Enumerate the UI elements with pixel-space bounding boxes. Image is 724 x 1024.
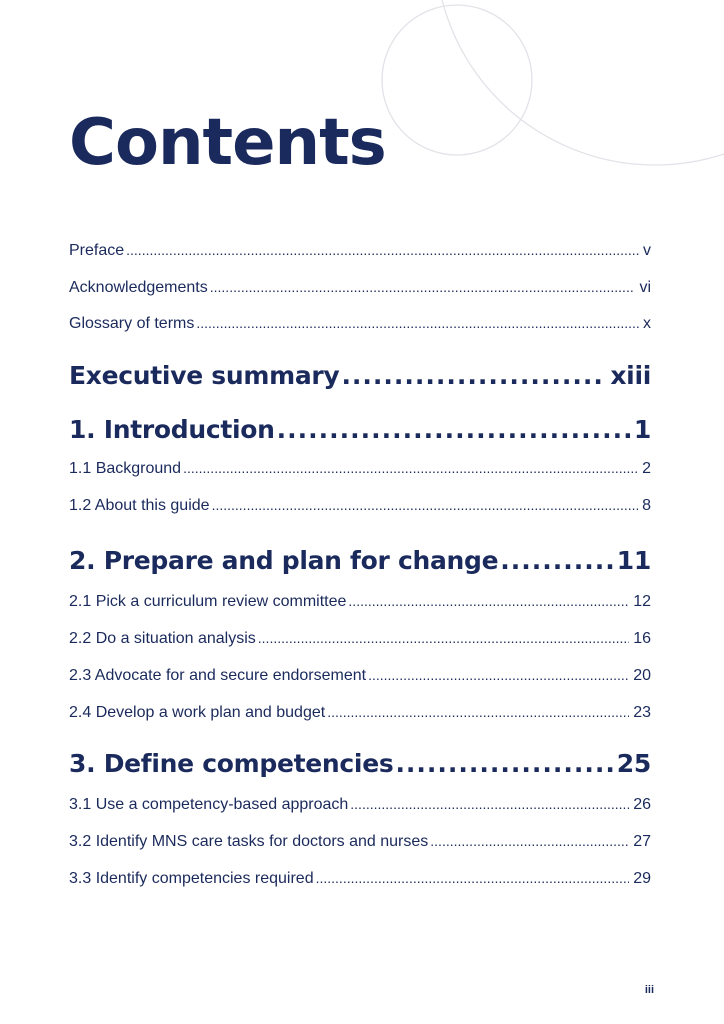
toc-entry-page: v: [643, 242, 651, 259]
toc-heading-page: xiii: [610, 361, 651, 391]
dot-leader: [210, 269, 636, 306]
toc-entry-3-1[interactable]: [69, 786, 651, 823]
toc-entry-page: 27: [633, 832, 651, 850]
large-decorative-circle: [435, 0, 724, 165]
toc-entry-2-4[interactable]: [69, 694, 651, 731]
toc-entry-page: 2: [642, 460, 651, 478]
toc-entry-preface[interactable]: [69, 232, 651, 269]
dot-leader: [196, 305, 639, 342]
toc-entry-page: x: [643, 315, 651, 333]
toc-entry-label: Preface: [69, 242, 125, 259]
toc-entry-page: 8: [642, 496, 651, 514]
toc-heading-page: 1: [633, 415, 651, 445]
page-title: Contents: [69, 106, 386, 180]
toc-entry-label: 2.2 Do a situation analysis: [69, 630, 256, 648]
toc-heading-section-1[interactable]: [69, 410, 651, 450]
toc-entry-label: 3.2 Identify MNS care tasks for doctors and nurses: [69, 832, 429, 850]
toc-entry-page: vi: [639, 278, 651, 296]
toc-entry-2-1[interactable]: [69, 583, 651, 620]
small-decorative-circle: [382, 5, 532, 155]
toc-entry-label: Acknowledgements: [69, 278, 208, 296]
dot-leader: [316, 860, 630, 897]
toc-entry-label: Glossary of terms: [69, 315, 195, 333]
toc-entry-1-2[interactable]: [69, 487, 651, 524]
toc-entry-label: 3.1 Use a competency-based approach: [69, 796, 349, 814]
toc-entry-1-1[interactable]: [69, 450, 651, 487]
page-number: iii: [644, 984, 654, 996]
toc-heading-section-2[interactable]: [69, 539, 651, 583]
toc-heading-page: 11: [616, 546, 651, 576]
dot-leader: [126, 232, 639, 269]
toc-entry-page: 26: [633, 796, 651, 814]
toc-heading-executive-summary[interactable]: [69, 356, 651, 396]
toc-entry-page: 12: [633, 593, 651, 611]
toc-heading-section-3[interactable]: [69, 742, 651, 786]
toc-entry-label: 1.1 Background: [69, 460, 182, 478]
toc-entry-2-2[interactable]: [69, 620, 651, 657]
dot-leader: [500, 539, 613, 583]
table-of-contents: [69, 232, 651, 896]
toc-entry-page: 23: [633, 703, 651, 721]
toc-entry-3-2[interactable]: [69, 823, 651, 860]
toc-entry-label: 2.3 Advocate for and secure endorsement: [69, 666, 367, 684]
toc-heading-label: Executive summary: [69, 361, 340, 391]
toc-entry-page: 16: [633, 630, 651, 648]
toc-heading-page: 25: [616, 749, 651, 779]
dot-leader: [350, 786, 629, 823]
toc-entry-acknowledgements[interactable]: [69, 269, 651, 306]
toc-entry-3-3[interactable]: [69, 860, 651, 897]
dot-leader: [258, 620, 629, 657]
dot-leader: [277, 410, 630, 450]
toc-entry-page: 20: [633, 666, 651, 684]
dot-leader: [212, 487, 639, 524]
dot-leader: [395, 742, 612, 786]
dot-leader: [327, 694, 629, 731]
dot-leader: [348, 583, 629, 620]
dot-leader: [183, 450, 638, 487]
toc-entry-2-3[interactable]: [69, 657, 651, 694]
dot-leader: [341, 356, 606, 396]
toc-entry-label: 1.2 About this guide: [69, 496, 210, 514]
toc-entry-page: 29: [633, 869, 651, 887]
toc-entry-label: 2.4 Develop a work plan and budget: [69, 703, 326, 721]
toc-entry-label: 3.3 Identify competencies required: [69, 869, 314, 887]
toc-entry-label: 2.1 Pick a curriculum review committee: [69, 593, 347, 611]
toc-heading-label: 2. Prepare and plan for change: [69, 546, 499, 576]
toc-heading-label: 3. Define competencies: [69, 749, 394, 779]
toc-heading-label: 1. Introduction: [69, 415, 275, 445]
dot-leader: [368, 657, 629, 694]
dot-leader: [430, 823, 629, 860]
toc-entry-glossary[interactable]: [69, 305, 651, 342]
